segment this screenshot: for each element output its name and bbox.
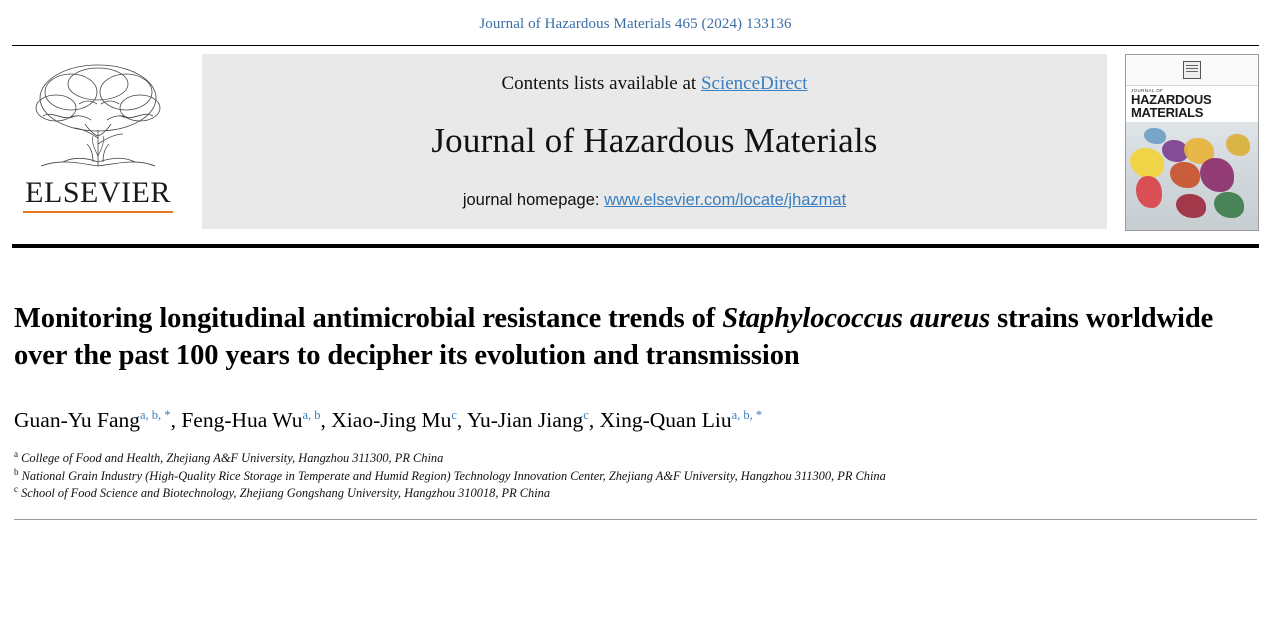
affiliation-item — [14, 468, 1257, 486]
author-affil-marks: c — [583, 407, 589, 422]
author-affil-marks: a, b, * — [731, 407, 763, 422]
author-name: Xing-Quan Liu — [599, 408, 732, 433]
author-name: Xiao-Jing Mu — [331, 408, 452, 433]
affiliation-mark: a — [14, 448, 18, 459]
masthead-divider — [12, 244, 1259, 248]
author-name: Feng-Hua Wu — [181, 408, 303, 433]
title-part1: Monitoring longitudinal antimicrobial resistance trends of — [14, 303, 723, 334]
cover-kicker: JOURNAL OF — [1131, 88, 1164, 93]
cover-title-line1: HAZARDOUS — [1131, 92, 1212, 107]
author-affil-marks: c — [451, 407, 457, 422]
author-affil-marks: a, b — [302, 407, 321, 422]
article-header-divider — [14, 519, 1257, 520]
cover-label — [1126, 86, 1258, 120]
sciencedirect-link[interactable]: ScienceDirect — [700, 73, 808, 94]
journal-cover-thumbnail[interactable] — [1125, 54, 1259, 231]
affiliation-text: College of Food and Health, Zhejiang A&F University, Hangzhou 311300, PR China — [21, 451, 444, 466]
author-entry[interactable] — [331, 408, 457, 432]
page-title — [14, 300, 1257, 374]
author-list: Guan-Yu Fang$^{a, b, *}$, Feng-Hua Wu$^{a, b}$, Xiao-Jing Mu$^c$, Yu-Jian Jiang$^c$, Xing-Quan Liu$^{a, b, *}$ — [14, 407, 763, 433]
journal-title: Journal of Hazardous Materials — [431, 121, 878, 160]
author-name: Guan-Yu Fang — [14, 408, 140, 433]
affiliation-mark: c — [14, 484, 18, 495]
affiliation-item — [14, 485, 1257, 503]
contents-line — [501, 73, 807, 95]
author-entry[interactable] — [181, 408, 320, 432]
cover-header — [1126, 55, 1258, 86]
elsevier-tree-icon — [23, 58, 173, 176]
elsevier-wordmark: ELSEVIER — [25, 176, 171, 209]
author-name: Yu-Jian Jiang — [466, 408, 584, 433]
author-entry[interactable] — [600, 408, 763, 432]
title-italic-species: Staphylococcus aureus — [722, 303, 991, 334]
journal-band — [202, 54, 1107, 229]
article-header — [0, 300, 1271, 503]
affiliations — [14, 450, 1257, 503]
author-entry[interactable] — [467, 408, 589, 432]
affiliation-mark: b — [14, 466, 19, 477]
elsevier-underline — [23, 211, 173, 213]
affiliation-text: School of Food Science and Biotechnology, Zhejiang Gongshang University, Hangzhou 310018, PR China — [21, 486, 551, 501]
author-entry[interactable] — [14, 408, 171, 432]
cover-emblem-icon — [1183, 61, 1201, 79]
author-affil-marks: a, b, * — [140, 407, 171, 422]
contents-prefix: Contents lists available at — [501, 73, 701, 94]
masthead — [12, 45, 1259, 234]
cover-map-graphic — [1126, 122, 1258, 231]
elsevier-logo — [12, 54, 184, 234]
title-part2: strains worldwide over the past 100 years to decipher its evolution and transmission — [14, 303, 1214, 372]
affiliation-text: National Grain Industry (High-Quality Rice Storage in Temperate and Humid Region) Technology Innovation Center, Zhejiang A&F University, Hangzhou 311300, PR China — [21, 468, 886, 483]
cover-title-line2: MATERIALS — [1131, 105, 1204, 121]
journal-homepage-link[interactable]: www.elsevier.com/locate/jhazmat — [604, 191, 847, 209]
affiliation-item — [14, 450, 1257, 468]
homepage-line — [463, 191, 846, 210]
homepage-prefix: journal homepage: — [462, 191, 605, 209]
running-head: Journal of Hazardous Materials 465 (2024) 133136 — [479, 16, 792, 32]
